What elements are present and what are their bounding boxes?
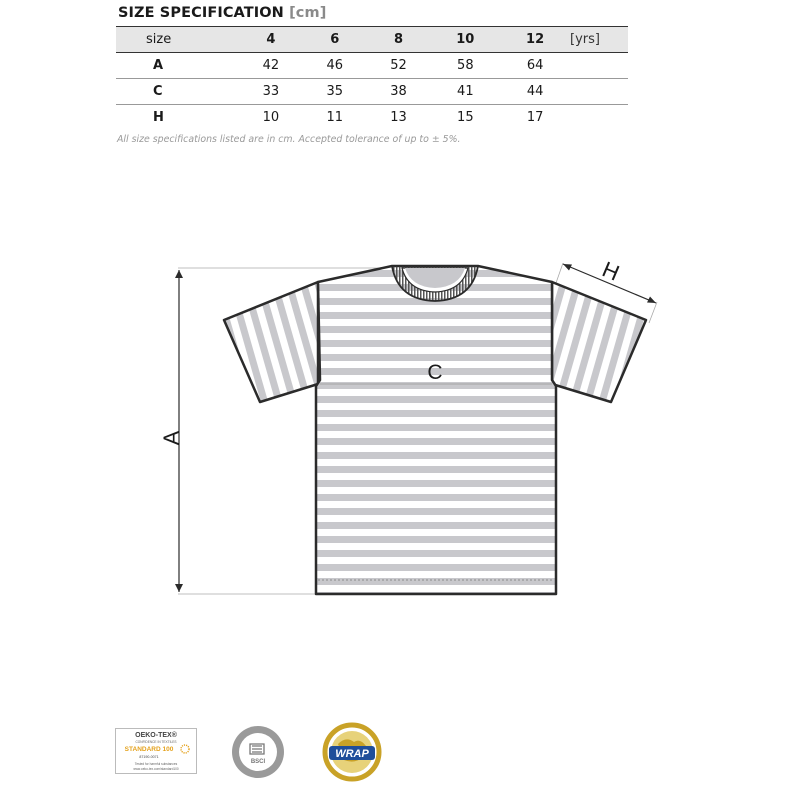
left-sleeve: [224, 282, 318, 402]
shirt-body: [316, 266, 556, 594]
table-cell: 33: [239, 79, 303, 105]
table-cell: 64: [500, 53, 570, 79]
size-col: 4: [239, 27, 303, 53]
table-cell: 52: [367, 53, 431, 79]
bsci-logo: [230, 724, 286, 780]
size-col: 12: [500, 27, 570, 53]
size-col: 8: [367, 27, 431, 53]
header-label: size: [116, 27, 239, 53]
bsci-text: BSCI: [250, 759, 266, 765]
oeko-line2: CONFIDENCE IN TEXTILES: [135, 740, 177, 744]
guide-line-h1: [556, 263, 563, 283]
guide-line-h2: [649, 302, 657, 323]
wrap-logo: [320, 722, 384, 782]
table-cell: 42: [239, 53, 303, 79]
label-c: C: [427, 361, 443, 384]
table-cell: 17: [526, 110, 544, 125]
title-main: SIZE SPECIFICATION: [118, 5, 284, 21]
oeko-line5: Tested for harmful substances: [134, 762, 178, 766]
table-cell: 11: [326, 110, 343, 125]
table-cell: 44: [500, 79, 570, 105]
label-a: A: [159, 430, 184, 446]
row-label: A: [116, 53, 239, 79]
title-unit: [cm]: [289, 5, 327, 21]
oeko-line6: www.oeko-tex.com/standard100: [133, 767, 179, 771]
table-cell: 13: [390, 110, 407, 125]
table-cell: 41: [430, 79, 500, 105]
table-cell: 38: [367, 79, 431, 105]
size-col: 6: [303, 27, 367, 53]
table-cell: 35: [303, 79, 367, 105]
label-h: H: [598, 256, 624, 286]
bsci-hands-icon: [250, 744, 264, 754]
oeko-line1: OEKO-TEX®: [135, 732, 177, 739]
row-label: C: [116, 79, 239, 105]
size-col: 10: [430, 27, 500, 53]
header-unit: [yrs]: [570, 27, 628, 53]
right-sleeve: [552, 282, 646, 402]
table-cell: 58: [430, 53, 500, 79]
row-label: H: [153, 110, 164, 125]
oeko-line3: STANDARD 100: [124, 746, 174, 753]
tolerance-note: All size specifications listed are in cm. Accepted tolerance of up to ± 5%.: [117, 134, 461, 145]
table-cell: 10: [262, 110, 280, 125]
table-cell: 46: [303, 53, 367, 79]
table-cell: 15: [457, 110, 474, 125]
oeko-line4: 87190-0071: [139, 755, 159, 759]
oeko-tex-logo: [115, 728, 197, 774]
wrap-text: WRAP: [335, 748, 369, 760]
